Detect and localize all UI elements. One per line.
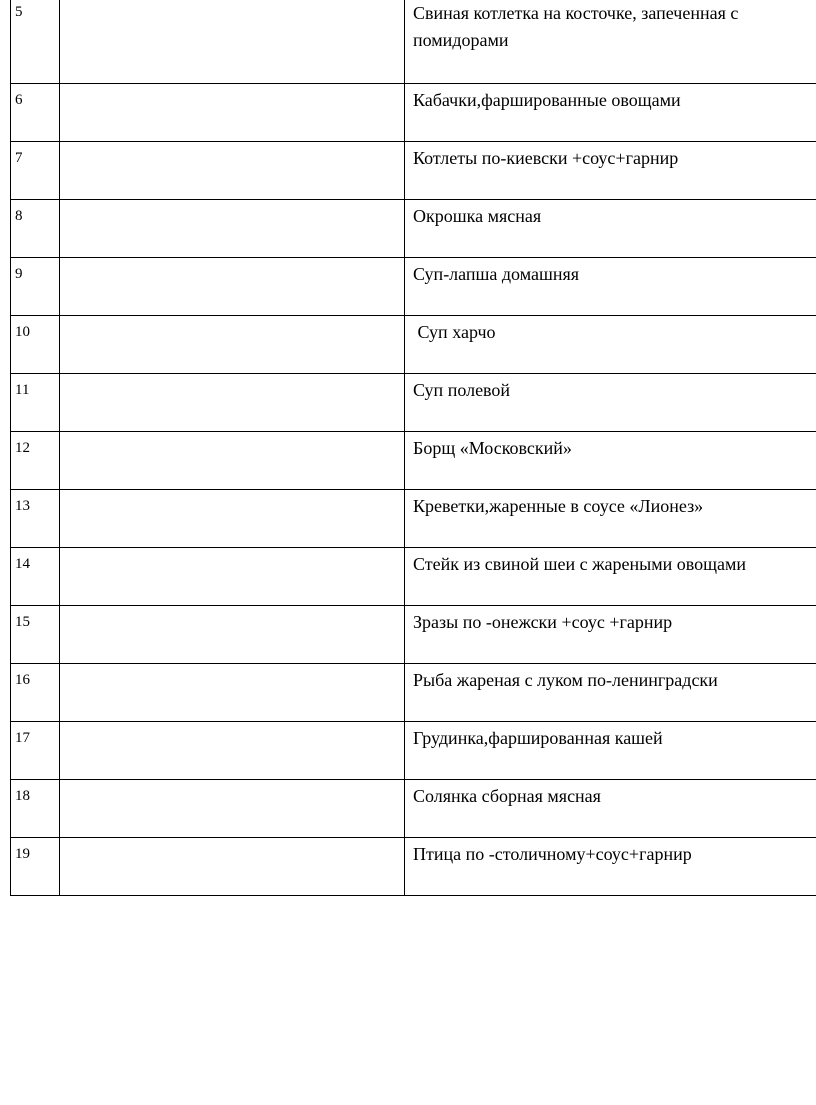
empty-cell <box>60 373 405 431</box>
dish-cell <box>405 663 816 721</box>
empty-cell <box>60 837 405 895</box>
dish-name: Рыба жареная с луком по-ленинградски <box>413 669 718 690</box>
table-row <box>11 199 816 257</box>
table-row <box>11 721 816 779</box>
dish-cell <box>405 547 816 605</box>
dish-cell <box>405 489 816 547</box>
table-row <box>11 257 816 315</box>
number-cell <box>11 721 60 779</box>
dish-name: Суп харчо <box>413 321 496 342</box>
empty-cell <box>60 779 405 837</box>
dish-cell <box>405 257 816 315</box>
table-row <box>11 547 816 605</box>
table-row <box>11 779 816 837</box>
dish-name: Котлеты по-киевски +соус+гарнир <box>413 147 679 168</box>
row-number: 16 <box>15 671 30 688</box>
table-row <box>11 605 816 663</box>
number-cell <box>11 547 60 605</box>
table-row <box>11 489 816 547</box>
number-cell <box>11 489 60 547</box>
dish-cell <box>405 779 816 837</box>
number-cell <box>11 0 60 83</box>
dish-name: Кабачки,фаршированные овощами <box>413 89 681 110</box>
dish-name: Грудинка,фаршированная кашей <box>413 727 663 748</box>
row-number: 19 <box>15 845 30 862</box>
dish-name: Свиная котлетка на косточке, запеченная с помидорами <box>413 3 743 50</box>
row-number: 10 <box>15 323 30 340</box>
menu-table <box>10 0 816 896</box>
table-row <box>11 141 816 199</box>
dish-name: Стейк из свиной шеи с жареными овощами <box>413 553 747 574</box>
empty-cell <box>60 663 405 721</box>
dish-name: Окрошка мясная <box>413 205 542 226</box>
empty-cell <box>60 489 405 547</box>
empty-cell <box>60 547 405 605</box>
empty-cell <box>60 199 405 257</box>
row-number: 6 <box>15 91 23 108</box>
dish-name: Суп-лапша домашняя <box>413 263 580 284</box>
table-row <box>11 83 816 141</box>
dish-cell <box>405 373 816 431</box>
number-cell <box>11 141 60 199</box>
menu-table-body <box>11 0 816 895</box>
dish-cell <box>405 199 816 257</box>
number-cell <box>11 431 60 489</box>
table-row <box>11 373 816 431</box>
dish-cell <box>405 431 816 489</box>
number-cell <box>11 837 60 895</box>
row-number: 18 <box>15 787 30 804</box>
dish-name: Птица по -столичному+соус+гарнир <box>413 843 692 864</box>
number-cell <box>11 257 60 315</box>
dish-cell <box>405 837 816 895</box>
row-number: 5 <box>15 4 23 20</box>
empty-cell <box>60 83 405 141</box>
table-row <box>11 431 816 489</box>
empty-cell <box>60 0 405 83</box>
table-row <box>11 315 816 373</box>
row-number: 7 <box>15 149 23 166</box>
row-number: 9 <box>15 265 23 282</box>
dish-cell <box>405 83 816 141</box>
dish-cell <box>405 141 816 199</box>
number-cell <box>11 199 60 257</box>
row-number: 13 <box>15 497 30 514</box>
empty-cell <box>60 721 405 779</box>
number-cell <box>11 373 60 431</box>
empty-cell <box>60 315 405 373</box>
number-cell <box>11 605 60 663</box>
number-cell <box>11 315 60 373</box>
number-cell <box>11 83 60 141</box>
empty-cell <box>60 605 405 663</box>
row-number: 8 <box>15 207 23 224</box>
dish-cell <box>405 605 816 663</box>
dish-cell <box>405 721 816 779</box>
dish-cell <box>405 0 816 83</box>
dish-name: Борщ «Московский» <box>413 437 572 458</box>
number-cell <box>11 663 60 721</box>
table-row <box>11 0 816 83</box>
dish-name: Суп полевой <box>413 379 511 400</box>
empty-cell <box>60 431 405 489</box>
row-number: 14 <box>15 555 30 572</box>
empty-cell <box>60 141 405 199</box>
row-number: 15 <box>15 613 30 630</box>
table-row <box>11 837 816 895</box>
row-number: 11 <box>15 381 30 398</box>
empty-cell <box>60 257 405 315</box>
dish-cell <box>405 315 816 373</box>
table-row <box>11 663 816 721</box>
dish-name: Солянка сборная мясная <box>413 785 601 806</box>
dish-name: Креветки,жаренные в соусе «Лионез» <box>413 495 704 516</box>
dish-name: Зразы по -онежски +соус +гарнир <box>413 611 673 632</box>
row-number: 12 <box>15 439 30 456</box>
row-number: 17 <box>15 729 30 746</box>
number-cell <box>11 779 60 837</box>
